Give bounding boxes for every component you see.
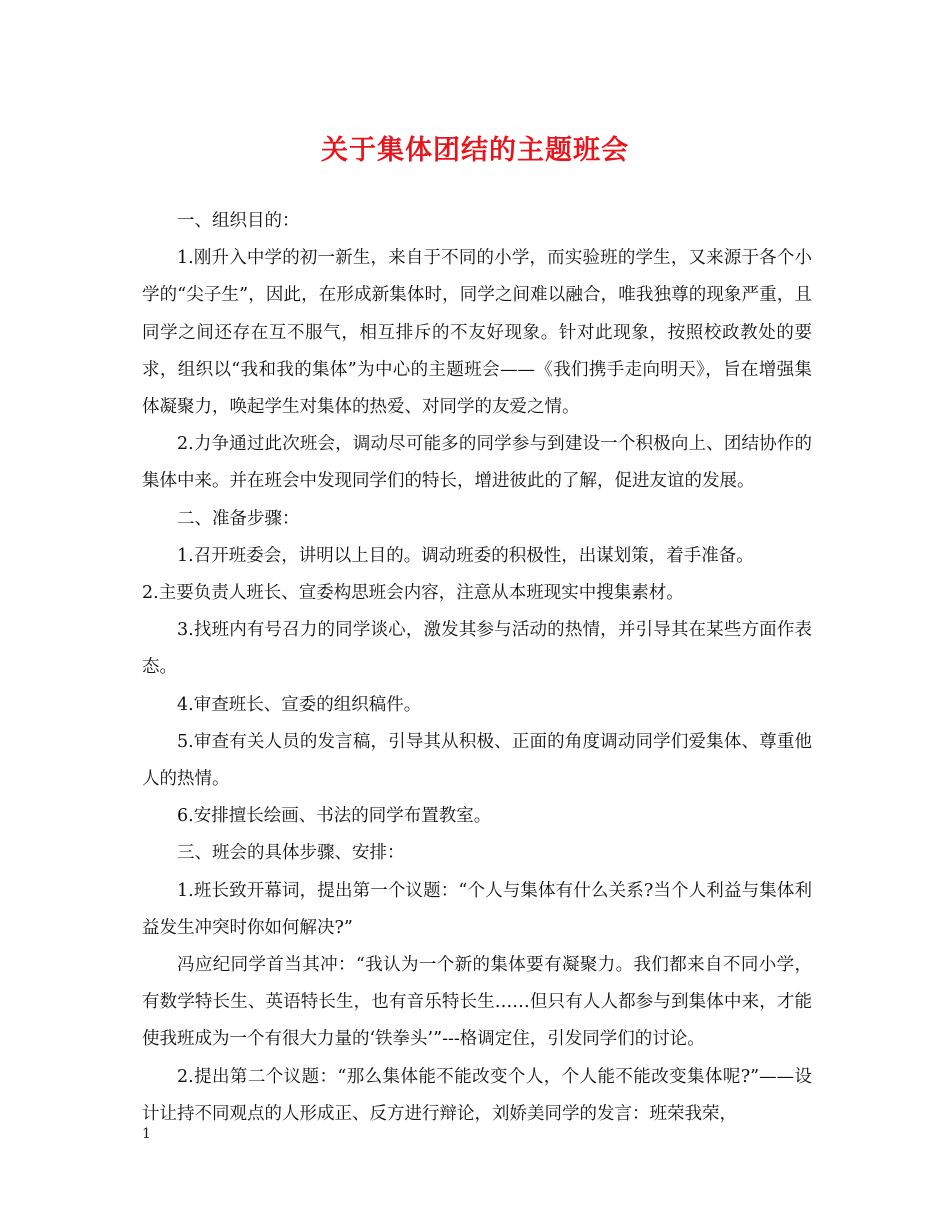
paragraph: 1.召开班委会，讲明以上目的。调动班委的积极性，出谋划策，着手准备。: [177, 545, 754, 566]
paragraph: 冯应纪同学首当其冲：“我认为一个新的集体要有凝聚力。我们都来自不同小学，有数学特长生、英语特长生，也有音乐特长生……但只有人人都参与到集体中来，才能使我班成为一个有很大力量的‘铁拳头’”---格调定住，引发同学们的讨论。: [142, 955, 812, 1050]
paragraph: 3.找班内有号召力的同学谈心，激发其参与活动的热情，并引导其在某些方面作表态。: [142, 620, 812, 678]
paragraph: 5.审查有关人员的发言稿，引导其从积极、正面的角度调动同学们爱集体、尊重他人的热情。: [142, 731, 812, 790]
document-title: 关于集体团结的主题班会: [321, 135, 629, 166]
paragraph: 2.提出第二个议题：“那么集体能不能改变个人，个人能不能改变集体呢?”——设计让持不同观点的人形成正、反方进行辩论，刘娇美同学的发言：班荣我荣，: [142, 1066, 812, 1124]
page-number: 1: [142, 1126, 151, 1142]
paragraph: 4.审查班长、宣委的组织稿件。: [177, 694, 422, 715]
paragraph: 2.力争通过此次班会，调动尽可能多的同学参与到建设一个积极向上、团结协作的集体中来。并在班会中发现同学们的特长，增进彼此的了解，促进友谊的发展。: [142, 434, 812, 492]
section-heading-preparation: 二、准备步骤：: [177, 508, 300, 529]
section-heading-purpose: 一、组织目的：: [177, 211, 300, 231]
paragraph: 1.班长致开幕词，提出第一个议题：“个人与集体有什么关系?当个人利益与集体利益发生冲突时你如何解决?”: [142, 880, 812, 938]
section-heading-steps: 三、班会的具体步骤、安排：: [177, 843, 405, 864]
paragraph: 2.主要负责人班长、宣委构思班会内容，注意从本班现实中搜集素材。: [142, 583, 684, 604]
paragraph: 6.安排擅长绘画、书法的同学布置教室。: [177, 806, 492, 827]
paragraph: 1.刚升入中学的初一新生，来自于不同的小学，而实验班的学生，又来源于各个小学的“尖子生”，因此，在形成新集体时，同学之间难以融合，唯我独尊的现象严重，且同学之间还存在互不服气，相互排斥的不友好现象。针对此现象，按照校政教处的要求，组织以“我和我的集体”为中心的主题班会——《我们携手走向明天》，旨在增强集体凝聚力，唤起学生对集体的热爱、对同学的友爱之情。: [142, 248, 812, 418]
document-body: [142, 203, 812, 1133]
